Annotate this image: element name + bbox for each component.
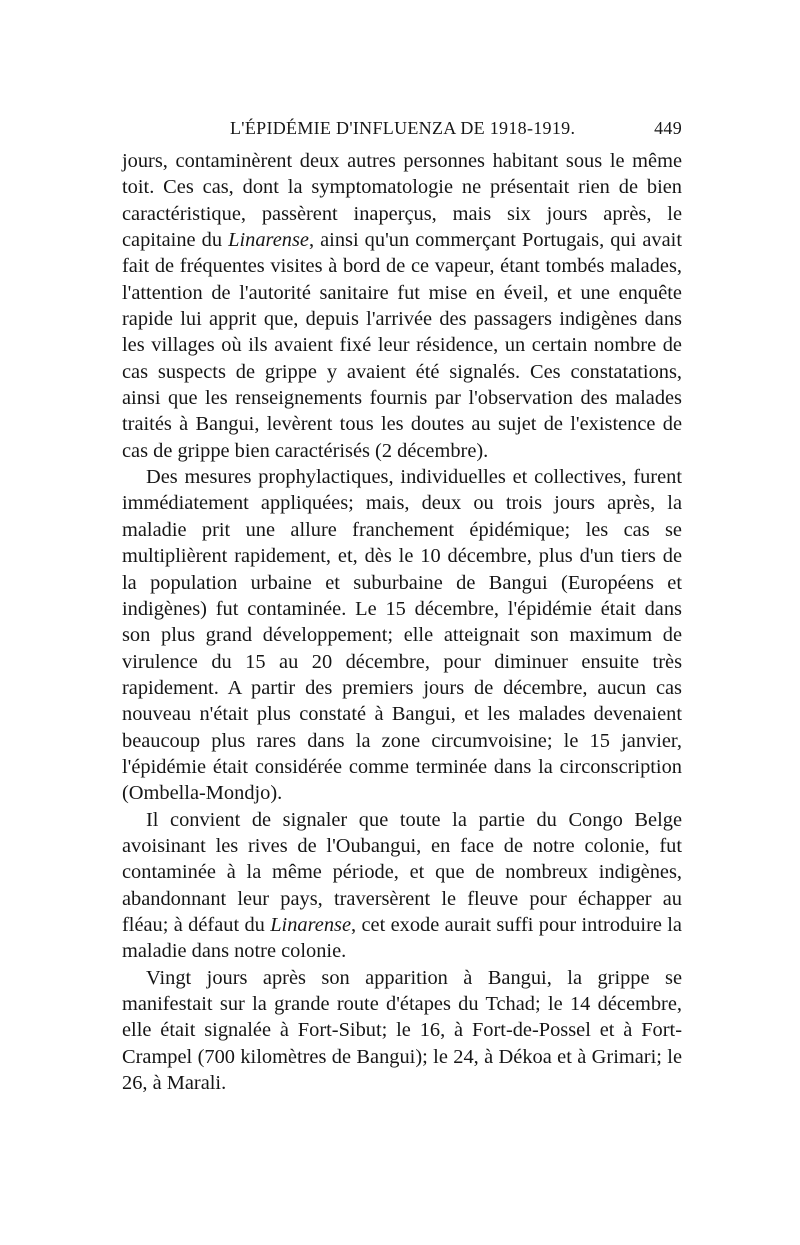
paragraph-3-text-b: , cet exode aurait suffi pour introduire la maladie dans notre colonie. (122, 913, 682, 963)
paragraph-4: Vingt jours après son apparition à Bangui, la grippe se manifestait sur la grande route d'étapes du Tchad; le 14 décembre, elle était signalée à Fort-Sibut; le 16, à Fort-de-Possel et à Fort-Crampel (700 kilomètres de Bangui); le 24, à Dékoa et à Grimari; le 26, à Marali. (122, 966, 682, 1095)
page-header (122, 118, 682, 142)
paragraph-3-text-a: Il convient de signaler que toute la partie du Congo Belge avoisinant les rives de l'Oubangui, en face de notre colonie, fut contaminée à la même période, et que de nombreux indigènes, abandonnant leur pays, traversèrent le fleuve pour échapper au fléau; à défaut du (122, 808, 682, 936)
paragraph-2: Des mesures prophylactiques, individuelles et collectives, furent immédiatement appliquées; mais, deux ou trois jours après, la maladie prit une allure franchement épidémique; les cas se multiplièrent rapidement, et, dès le 10 décembre, plus d'un tiers de la population urbaine et suburbaine de Bangui (Européens et indigènes) fut contaminée. Le 15 décembre, l'épidémie était dans son plus grand développement; elle atteignait son maximum de virulence du 15 au 20 décembre, pour diminuer ensuite très rapidement. A partir des premiers jours de décembre, aucun cas nouveau n'était plus constaté à Bangui, et les malades devenaient beaucoup plus rares dans la zone circumvoisine; le 15 janvier, l'épidémie était considérée comme terminée dans la circonscription (Ombella-Mondjo). (122, 466, 682, 805)
page-number: 449 (654, 118, 682, 138)
ship-name-linarense: Linarense (270, 913, 352, 936)
running-title: L'ÉPIDÉMIE D'INFLUENZA DE 1918-1919. (230, 118, 576, 138)
body-text (122, 148, 682, 1096)
paragraph-1-text-a: jours, contaminèrent deux autres personnes habitant sous le même toit. Ces cas, dont la symptomatologie ne présentait rien de bien caractéristique, passèrent inaperçus, mais six jours après, le capitaine du (122, 150, 682, 252)
paragraph-1 (122, 148, 682, 464)
ship-name-linarense: Linarense (228, 229, 309, 252)
paragraph-3 (122, 807, 682, 965)
paragraph-1-text-b: , ainsi qu'un commerçant Portugais, qui avait fait de fréquentes visites à bord de ce vapeur, étant tombés malades, l'attention de l'autorité sanitaire fut mise en éveil, et une enquête rapide lui apprit que, depuis l'arrivée des passagers indigènes dans les villages où ils avaient fixé leur résidence, un certain nombre de cas suspects de grippe y avaient été signalés. Ces constatations, ainsi que les renseignements fournis par l'observation des malades traités à Bangui, levèrent tous les doutes au sujet de l'existence de cas de grippe bien caractérisés (2 décembre). (122, 229, 682, 462)
